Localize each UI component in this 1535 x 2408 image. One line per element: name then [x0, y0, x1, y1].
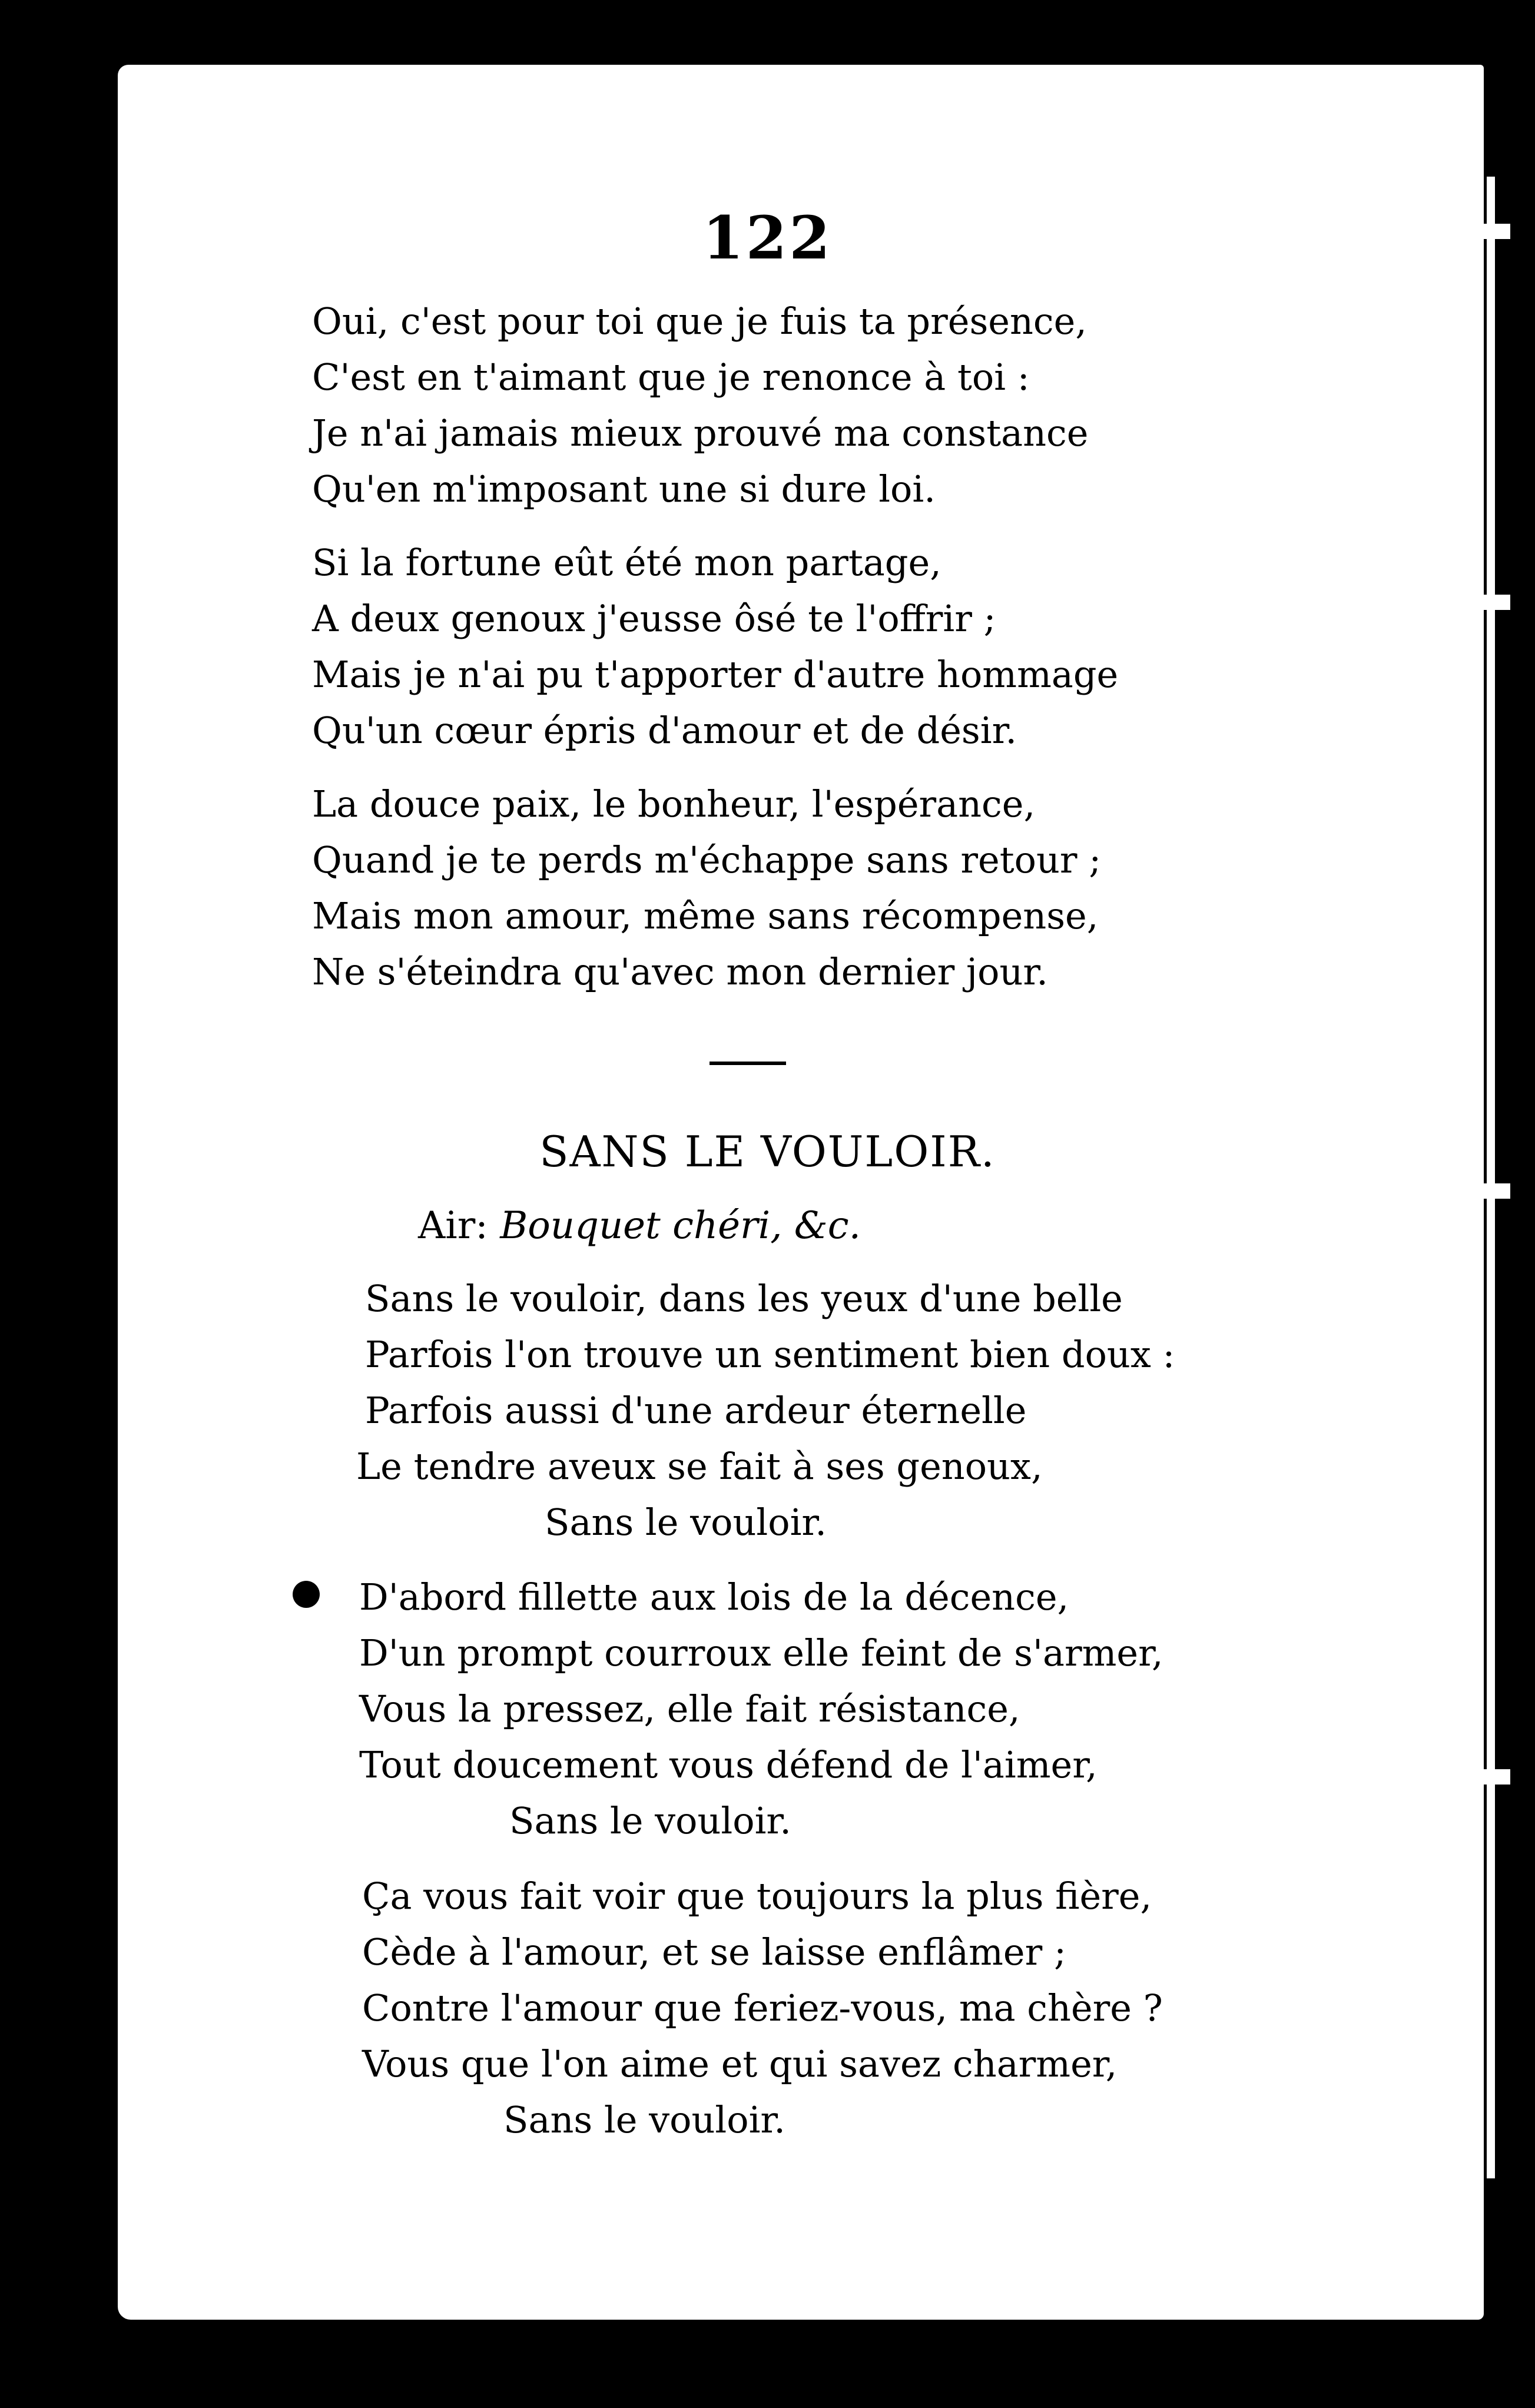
verse-line: Vous que l'on aime et qui savez charmer,: [362, 2042, 1118, 2085]
verse-line: Qu'un cœur épris d'amour et de désir.: [312, 709, 1017, 752]
verse-line: La douce paix, le bonheur, l'espérance,: [312, 782, 1036, 825]
verse-line: Ne s'éteindra qu'avec mon dernier jour.: [312, 950, 1048, 993]
page-number: 122: [702, 203, 833, 273]
verse-line: Qu'en m'imposant une si dure loi.: [312, 467, 936, 510]
page-edge-mark: [1475, 595, 1510, 610]
book-page: [118, 65, 1484, 2320]
verse-refrain: Sans le vouloir.: [509, 1799, 791, 1842]
verse-line: Le tendre aveux se fait à ses genoux,: [356, 1445, 1043, 1488]
air-label: Air:: [418, 1204, 488, 1248]
verse-line: Parfois aussi d'une ardeur éternelle: [365, 1389, 1027, 1432]
verse-line: Mais mon amour, même sans récompense,: [312, 894, 1099, 937]
verse-refrain: Sans le vouloir.: [503, 2098, 785, 2141]
air-tune: Bouquet chéri, &c.: [500, 1204, 861, 1248]
verse-line: Je n'ai jamais mieux prouvé ma constance: [312, 412, 1089, 455]
verse-line: Sans le vouloir, dans les yeux d'une belle: [365, 1277, 1123, 1320]
page-edge-mark: [1475, 1769, 1510, 1785]
verse-line: Tout doucement vous défend de l'aimer,: [359, 1743, 1098, 1786]
verse-line: Contre l'amour que feriez-vous, ma chère ?: [362, 1986, 1163, 2029]
bullet-mark: [293, 1581, 320, 1608]
verse-line: Si la fortune eût été mon partage,: [312, 541, 941, 584]
song-title: SANS LE VOULOIR.: [539, 1127, 996, 1176]
page-edge: [1487, 177, 1495, 2178]
verse-refrain: Sans le vouloir.: [545, 1501, 827, 1544]
verse-line: Parfois l'on trouve un sentiment bien doux :: [365, 1333, 1175, 1376]
verse-line: Ça vous fait voir que toujours la plus fière,: [362, 1875, 1152, 1918]
verse-line: Oui, c'est pour toi que je fuis ta présence,: [312, 300, 1088, 343]
page-edge-mark: [1475, 1183, 1510, 1199]
verse-line: Vous la pressez, elle fait résistance,: [359, 1687, 1020, 1730]
verse-line: Cède à l'amour, et se laisse enflâmer ;: [362, 1931, 1066, 1974]
verse-line: C'est en t'aimant que je renonce à toi :: [312, 356, 1030, 399]
song-air: [418, 1204, 861, 1248]
verse-line: A deux genoux j'eusse ôsé te l'offrir ;: [312, 597, 996, 640]
verse-line: Mais je n'ai pu t'apporter d'autre hommage: [312, 653, 1119, 696]
section-divider: [710, 1062, 786, 1065]
verse-line: D'un prompt courroux elle feint de s'armer,: [359, 1631, 1163, 1674]
verse-line: D'abord fillette aux lois de la décence,: [359, 1576, 1069, 1618]
verse-line: Quand je te perds m'échappe sans retour ;: [312, 838, 1102, 881]
